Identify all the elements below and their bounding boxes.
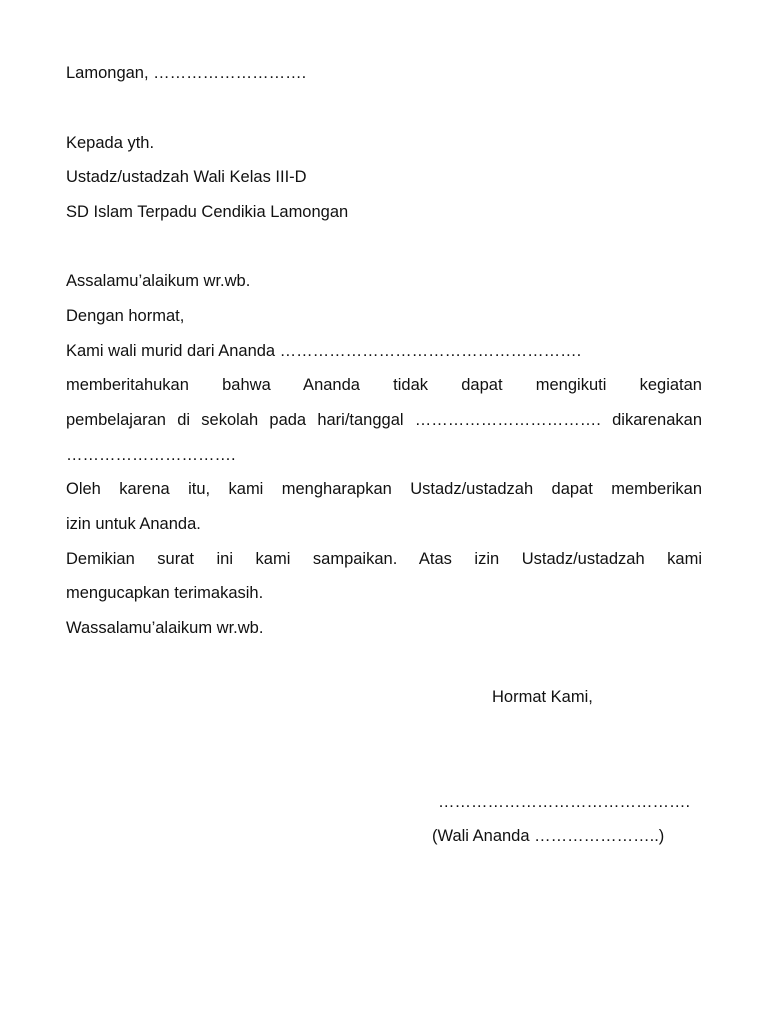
body-line-3: pembelajaran di sekolah pada hari/tanggal ……………………………. dikarenakan bbox=[66, 411, 702, 429]
body-line-1: Kami wali murid dari Ananda ………………………………………………. bbox=[66, 342, 582, 360]
recipient-school: SD Islam Terpadu Cendikia Lamongan bbox=[66, 203, 349, 221]
signature-line: ………………………………………. bbox=[438, 793, 691, 811]
place-date: Lamongan, ………………………. bbox=[66, 64, 307, 82]
recipient-name: Ustadz/ustadzah Wali Kelas III-D bbox=[66, 168, 307, 186]
body-line-7: Demikian surat ini kami sampaikan. Atas izin Ustadz/ustadzah kami bbox=[66, 550, 702, 568]
signature-regards: Hormat Kami, bbox=[492, 688, 593, 706]
body-line-4: …………………………. bbox=[66, 446, 236, 464]
body-line-5: Oleh karena itu, kami mengharapkan Ustadz/ustadzah dapat memberikan bbox=[66, 480, 702, 498]
signature-name: (Wali Ananda …………………..) bbox=[432, 827, 665, 845]
opening: Dengan hormat, bbox=[66, 307, 185, 325]
body-line-6: izin untuk Ananda. bbox=[66, 515, 201, 533]
closing-salutation: Wassalamu’alaikum wr.wb. bbox=[66, 619, 264, 637]
body-line-8: mengucapkan terimakasih. bbox=[66, 584, 264, 602]
recipient-greeting: Kepada yth. bbox=[66, 134, 155, 152]
body-line-2: memberitahukan bahwa Ananda tidak dapat mengikuti kegiatan bbox=[66, 376, 702, 394]
salutation: Assalamu’alaikum wr.wb. bbox=[66, 272, 251, 290]
